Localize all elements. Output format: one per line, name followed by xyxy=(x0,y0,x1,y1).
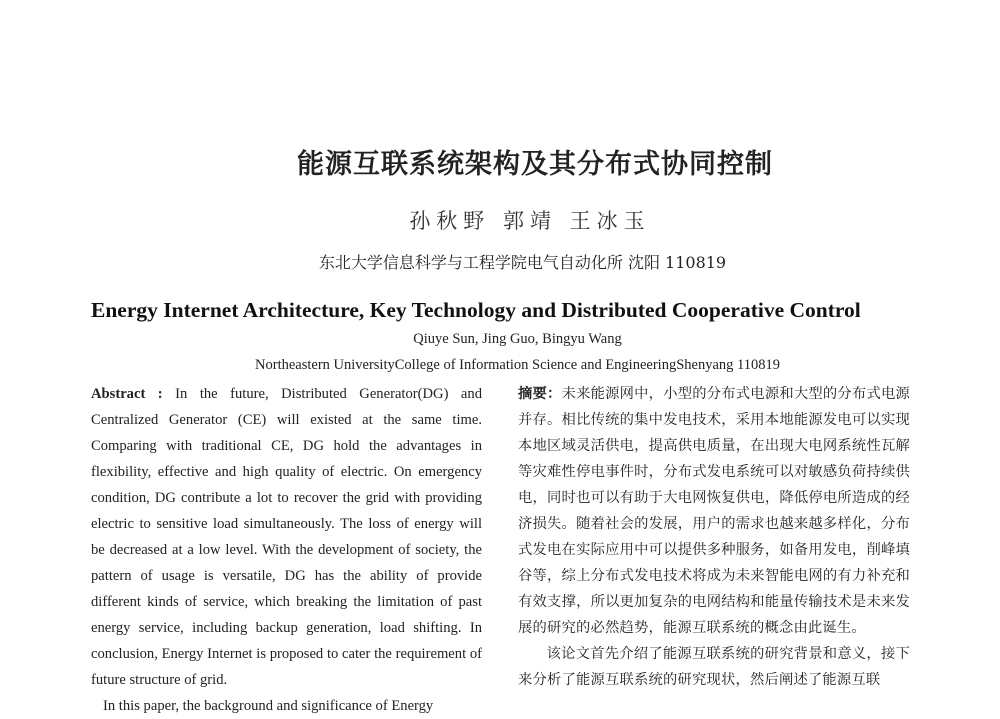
chinese-abstract-paragraph xyxy=(518,381,910,641)
chinese-abstract xyxy=(518,381,910,693)
english-title: Energy Internet Architecture, Key Technology and Distributed Cooperative Control xyxy=(91,298,861,322)
english-abstract-paragraph-2: In this paper, the background and significance of Energy xyxy=(103,698,434,714)
abstract-text: In the future, Distributed Generator(DG) and Centralized Generator (CE) will existed at the same time. Comparing with traditional CE, DG hold the advantages in flexibility, effective and high quality of electric. On emergency condition, DG contribute a lot to recover the grid with providing electric to sensitive load simultaneously. The loss of energy will be decreased at a low level. With the development of society, the pattern of usage is versatile, DG has the ability of provide different kinds of service, which breaking the limitation of past energy service, including backup generation, load shifting. In conclusion, Energy Internet is proposed to cater the requirement of future structure of grid. xyxy=(91,386,482,688)
english-affiliation: Northeastern UniversityCollege of Information Science and EngineeringShenyang 110819 xyxy=(255,357,780,373)
abstract-label: Abstract : xyxy=(91,386,163,402)
abstract-cn-label: 摘要： xyxy=(518,386,562,402)
chinese-title: 能源互联系统架构及其分布式协同控制 xyxy=(297,149,773,180)
abstract-cn-text: 未来能源网中，小型的分布式电源和大型的分布式电源并存。相比传统的集中发电技术，采用本地能源发电可以实现本地区域灵活供电，提高供电质量，在出现大电网系统性瓦解等灾难性停电事件时，分布式发电系统可以对敏感负荷持续供电，同时也可以有助于大电网恢复供电，降低停电所造成的经济损失。随着社会的发展，用户的需求也越来越多样化，分布式发电在实际应用中可以提供多种服务，如备用发电，削峰填谷等，综上分布式发电技术将成为未来智能电网的有力补充和有效支撑，所以更加复杂的电网结构和能量传输技术是未来发展的研究的必然趋势，能源互联系统的概念由此诞生。 xyxy=(518,386,910,636)
english-abstract-paragraph xyxy=(91,381,482,693)
chinese-authors: 孙秋野 郭靖 王冰玉 xyxy=(409,209,651,233)
english-abstract xyxy=(91,381,482,719)
english-authors: Qiuye Sun, Jing Guo, Bingyu Wang xyxy=(413,331,622,347)
chinese-abstract-paragraph-2: 该论文首先介绍了能源互联系统的研究背景和意义，接下来分析了能源互联系统的研究现状，然后阐述了能源互联 xyxy=(518,646,910,688)
chinese-affiliation: 东北大学信息科学与工程学院电气自动化所 沈阳 110819 xyxy=(318,253,727,272)
